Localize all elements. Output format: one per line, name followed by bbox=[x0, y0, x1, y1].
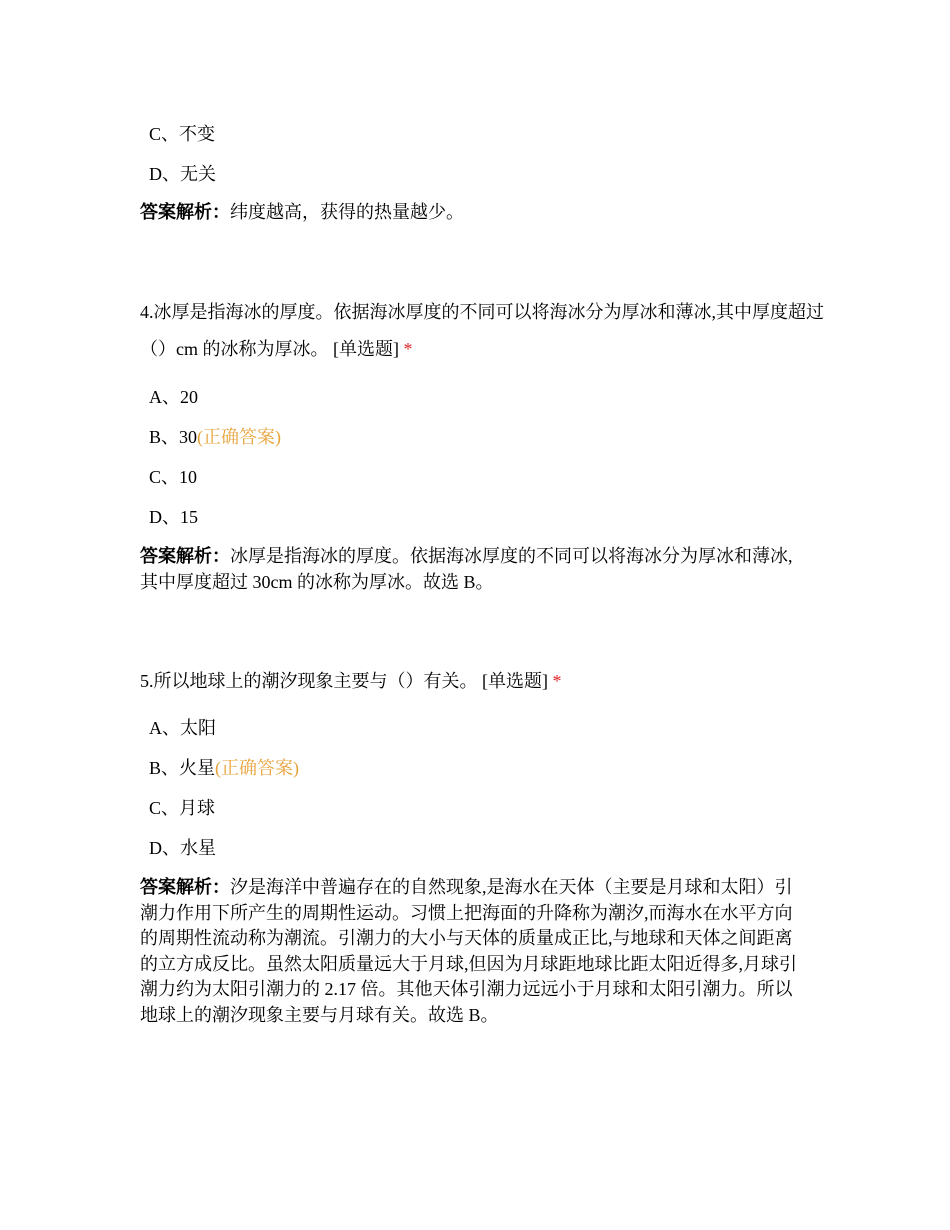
required-mark: * bbox=[552, 671, 562, 691]
correct-answer-tag: (正确答案) bbox=[215, 758, 300, 778]
q3-analysis bbox=[140, 200, 810, 226]
option-text: 30 bbox=[179, 427, 198, 447]
option-text: 无关 bbox=[180, 164, 216, 184]
question-text: 4.冰厚是指海冰的厚度。依据海冰厚度的不同可以将海冰分为厚冰和薄冰,其中厚度超过（）cm 的冰称为厚冰。 [单选题] bbox=[140, 302, 824, 359]
q4-option-b bbox=[149, 425, 281, 449]
option-prefix: D、 bbox=[149, 507, 180, 527]
q3-option-c bbox=[149, 122, 215, 146]
option-prefix: A、 bbox=[149, 718, 180, 738]
option-text: 不变 bbox=[179, 124, 216, 144]
analysis-text: 冰厚是指海冰的厚度。依据海冰厚度的不同可以将海冰分为厚冰和薄冰,其中厚度超过 30cm 的冰称为厚冰。故选 B。 bbox=[140, 546, 793, 592]
q4-option-c bbox=[149, 465, 197, 489]
q3-option-d bbox=[149, 162, 216, 186]
analysis-label: 答案解析： bbox=[140, 546, 230, 566]
analysis-label: 答案解析： bbox=[140, 202, 230, 222]
q5-option-a bbox=[149, 716, 216, 740]
q4-option-d bbox=[149, 505, 198, 529]
option-text: 15 bbox=[180, 507, 198, 527]
correct-answer-tag: (正确答案) bbox=[197, 427, 282, 447]
q5-title bbox=[140, 663, 830, 700]
q5-analysis bbox=[140, 875, 810, 1028]
q5-option-d bbox=[149, 836, 216, 860]
analysis-label: 答案解析： bbox=[140, 877, 230, 897]
option-prefix: C、 bbox=[149, 798, 180, 818]
option-prefix: C、 bbox=[149, 124, 180, 144]
option-text: 10 bbox=[179, 467, 198, 487]
q4-title bbox=[140, 294, 830, 368]
option-text: 水星 bbox=[180, 838, 216, 858]
option-prefix: D、 bbox=[149, 838, 180, 858]
option-text: 太阳 bbox=[180, 718, 216, 738]
option-prefix: D、 bbox=[149, 164, 180, 184]
q4-option-a bbox=[149, 385, 198, 409]
option-prefix: B、 bbox=[149, 758, 180, 778]
q5-option-b bbox=[149, 756, 299, 780]
q4-analysis bbox=[140, 544, 810, 595]
option-text: 火星 bbox=[179, 758, 216, 778]
option-prefix: B、 bbox=[149, 427, 180, 447]
analysis-text: 纬度越高，获得的热量越少。 bbox=[230, 202, 464, 222]
question-text: 5.所以地球上的潮汐现象主要与（）有关。 [单选题] bbox=[140, 671, 548, 691]
option-prefix: A、 bbox=[149, 387, 180, 407]
option-text: 20 bbox=[180, 387, 198, 407]
option-prefix: C、 bbox=[149, 467, 180, 487]
required-mark: * bbox=[403, 339, 413, 359]
q5-option-c bbox=[149, 796, 215, 820]
analysis-text: 汐是海洋中普遍存在的自然现象,是海水在天体（主要是月球和太阳）引潮力作用下所产生的周期性运动。习惯上把海面的升降称为潮汐,而海水在水平方向的周期性流动称为潮流。引潮力的大小与天体的质量成正比,与地球和天体之间距离的立方成反比。虽然太阳质量远大于月球,但因为月球距地球比距太阳近得多,月球引潮力约为太阳引潮力的 2.17 倍。其他天体引潮力远远小于月球和太阳引潮力。所以地球上的潮汐现象主要与月球有关。故选 B。 bbox=[140, 877, 797, 1025]
option-text: 月球 bbox=[179, 798, 216, 818]
